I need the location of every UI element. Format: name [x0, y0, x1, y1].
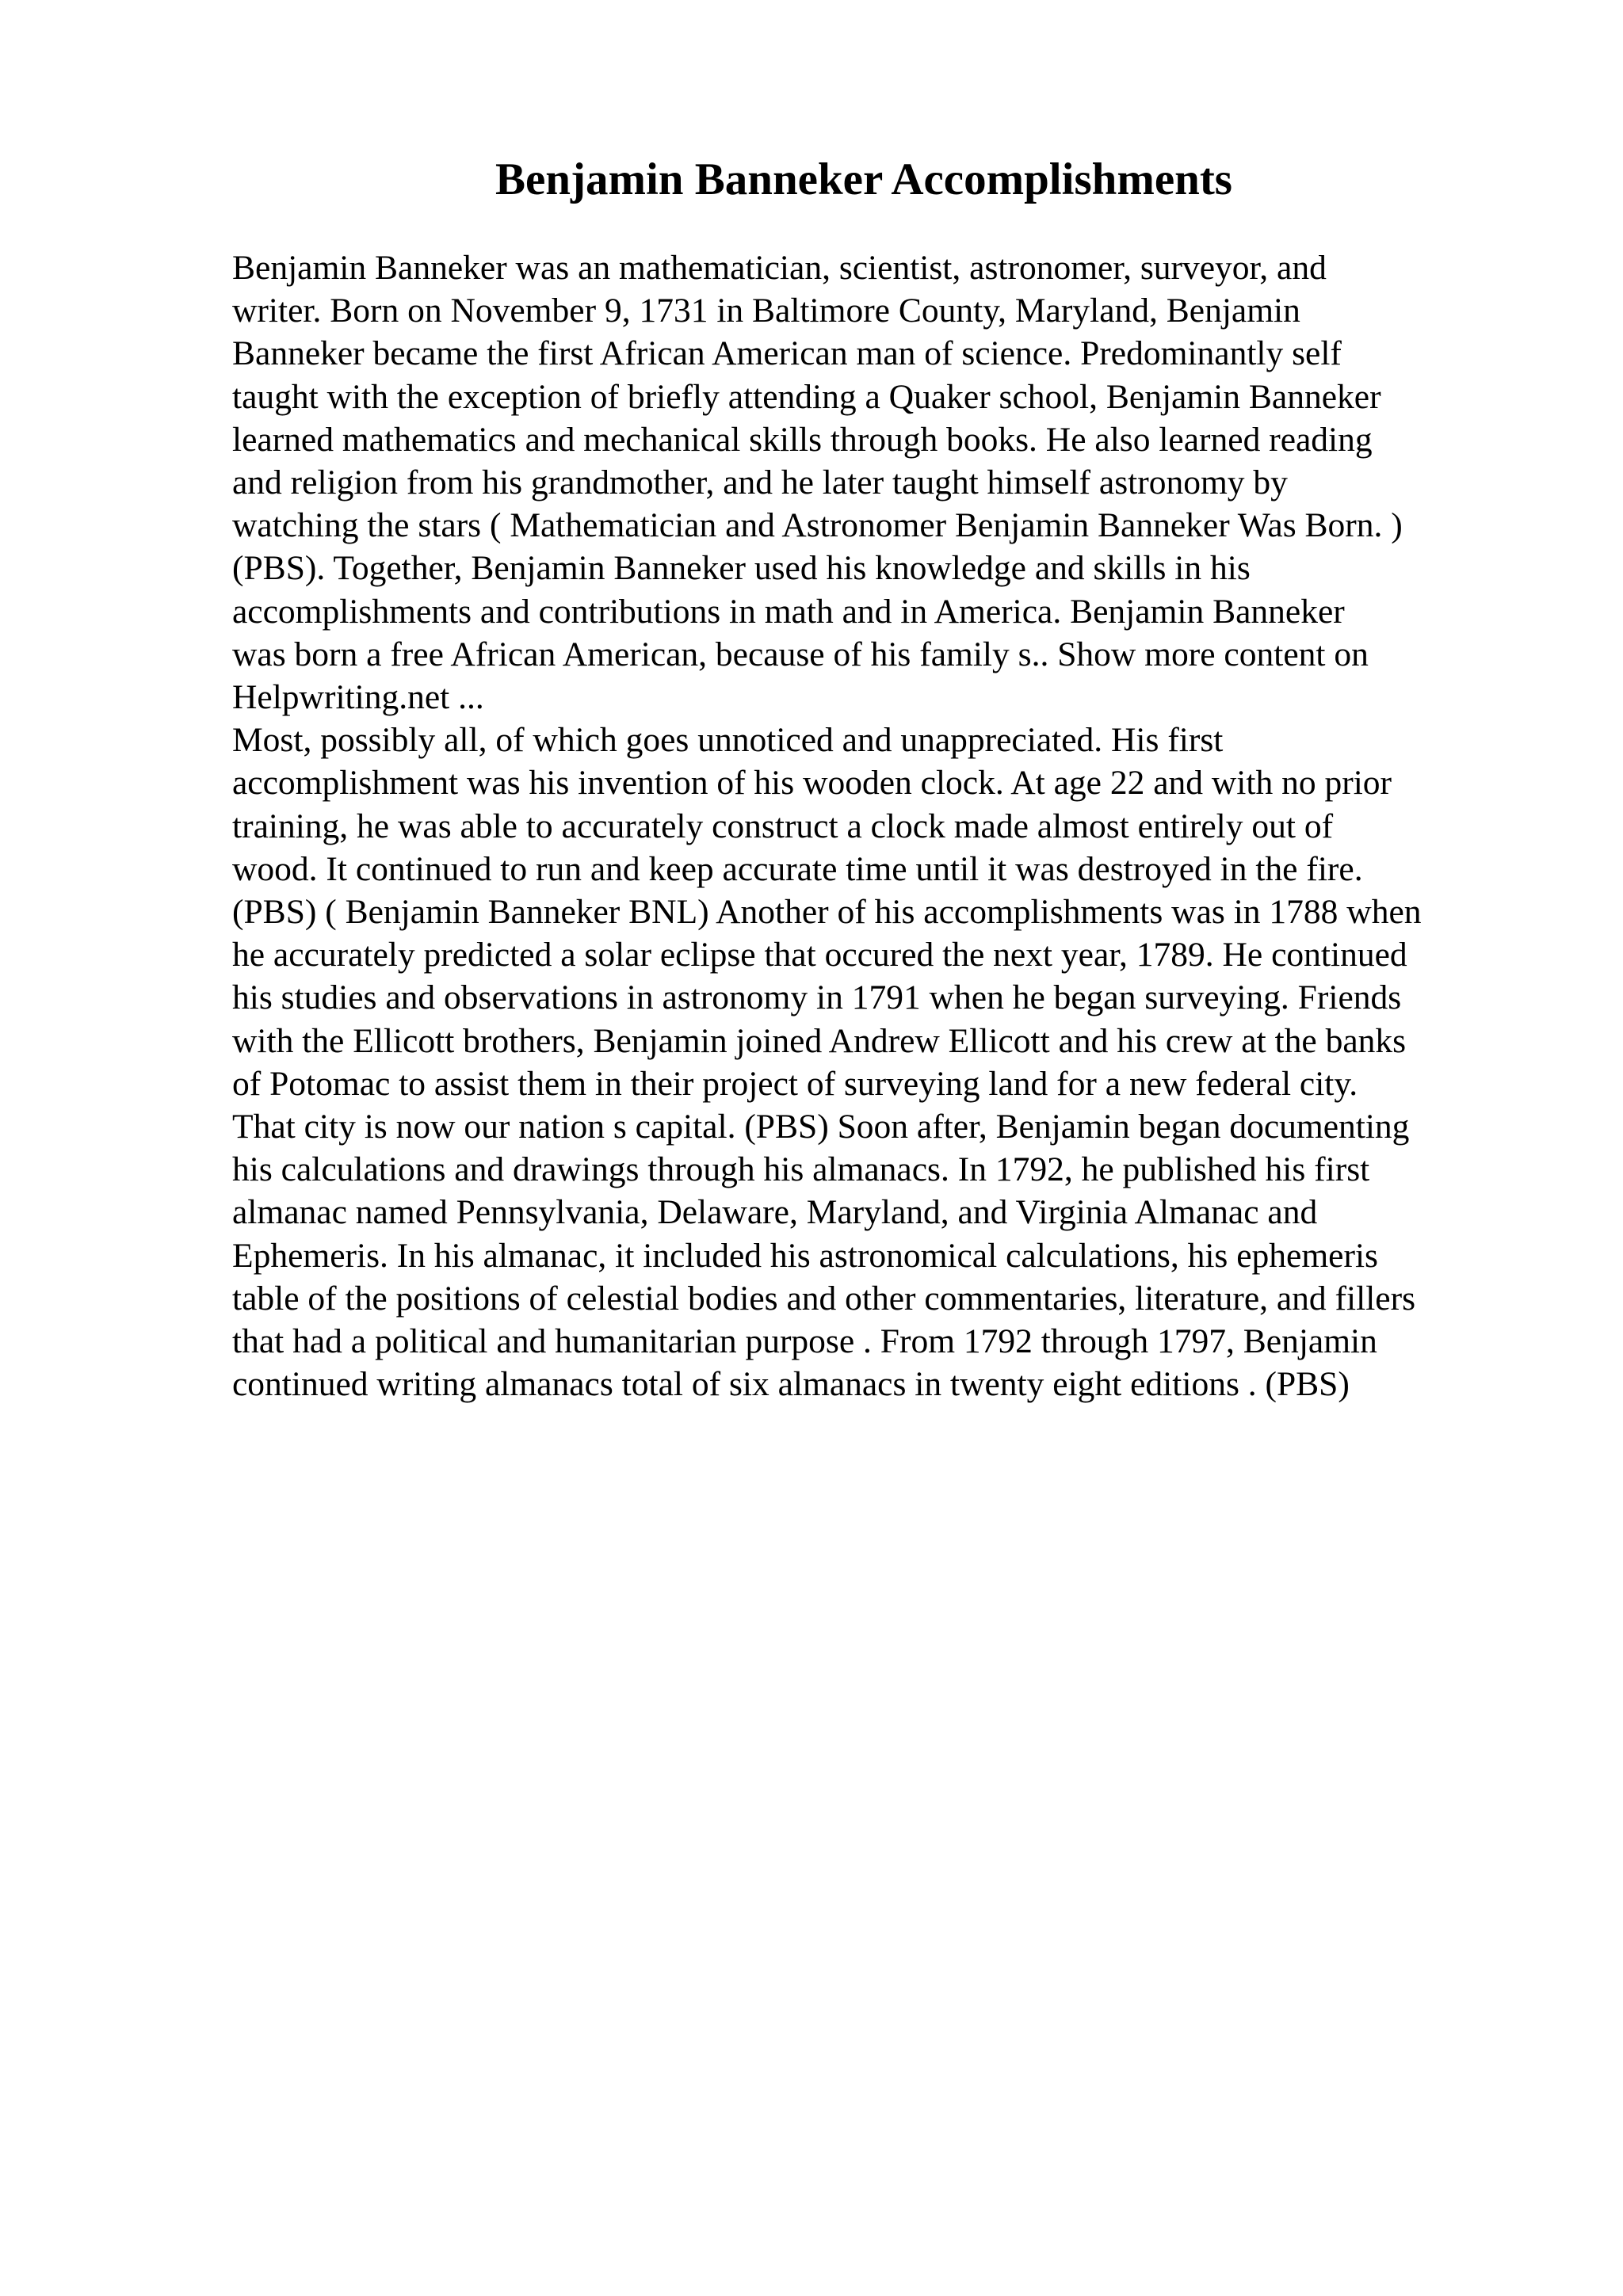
text-line: he accurately predicted a solar eclipse that occured the next year, 1789. He continued — [232, 936, 1407, 974]
text-line: Helpwriting.net ... — [232, 678, 484, 717]
text-line: That city is now our nation s capital. (PBS) Soon after, Benjamin began documenting — [232, 1108, 1410, 1146]
text-line: table of the positions of celestial bodies and other commentaries, literature, and fillers — [232, 1279, 1416, 1318]
text-line: almanac named Pennsylvania, Delaware, Maryland, and Virginia Almanac and — [232, 1193, 1318, 1232]
text-line: (PBS) ( Benjamin Banneker BNL) Another of his accomplishments was in 1788 when — [232, 893, 1422, 932]
text-line: training, he was able to accurately construct a clock made almost entirely out of — [232, 807, 1334, 845]
text-line: watching the stars ( Mathematician and Astronomer Benjamin Banneker Was Born. ) — [232, 506, 1403, 545]
text-line: and religion from his grandmother, and he later taught himself astronomy by — [232, 463, 1288, 502]
text-line: (PBS). Together, Benjamin Banneker used his knowledge and skills in his — [232, 549, 1251, 588]
body-text — [232, 246, 1532, 1405]
text-line: writer. Born on November 9, 1731 in Baltimore County, Maryland, Benjamin — [232, 292, 1300, 330]
page-title: Benjamin Banneker Accomplishments — [495, 154, 1232, 204]
text-line: accomplishments and contributions in math and in America. Benjamin Banneker — [232, 592, 1345, 631]
text-line: continued writing almanacs total of six almanacs in twenty eight editions . (PBS) — [232, 1365, 1350, 1404]
text-line: of Potomac to assist them in their project of surveying land for a new federal city. — [232, 1064, 1358, 1103]
text-line: Banneker became the first African American man of science. Predominantly self — [232, 334, 1342, 373]
text-line: taught with the exception of briefly attending a Quaker school, Benjamin Banneker — [232, 377, 1381, 416]
text-line: Ephemeris. In his almanac, it included his astronomical calculations, his ephemeris — [232, 1236, 1378, 1275]
text-line: with the Ellicott brothers, Benjamin joined Andrew Ellicott and his crew at the banks — [232, 1021, 1407, 1060]
text-line: his calculations and drawings through his almanacs. In 1792, he published his first — [232, 1150, 1370, 1189]
text-line: that had a political and humanitarian purpose . From 1792 through 1797, Benjamin — [232, 1322, 1377, 1361]
text-line: Benjamin Banneker was an mathematician, scientist, astronomer, surveyor, and — [232, 249, 1327, 287]
text-line: learned mathematics and mechanical skills through books. He also learned reading — [232, 420, 1373, 459]
text-line: Most, possibly all, of which goes unnoticed and unappreciated. His first — [232, 721, 1224, 760]
text-line: was born a free African American, because of his family s.. Show more content on — [232, 635, 1369, 673]
text-line: wood. It continued to run and keep accurate time until it was destroyed in the fire. — [232, 849, 1363, 888]
text-line: accomplishment was his invention of his wooden clock. At age 22 and with no prior — [232, 764, 1392, 803]
text-line: his studies and observations in astronomy in 1791 when he began surveying. Friends — [232, 978, 1402, 1017]
